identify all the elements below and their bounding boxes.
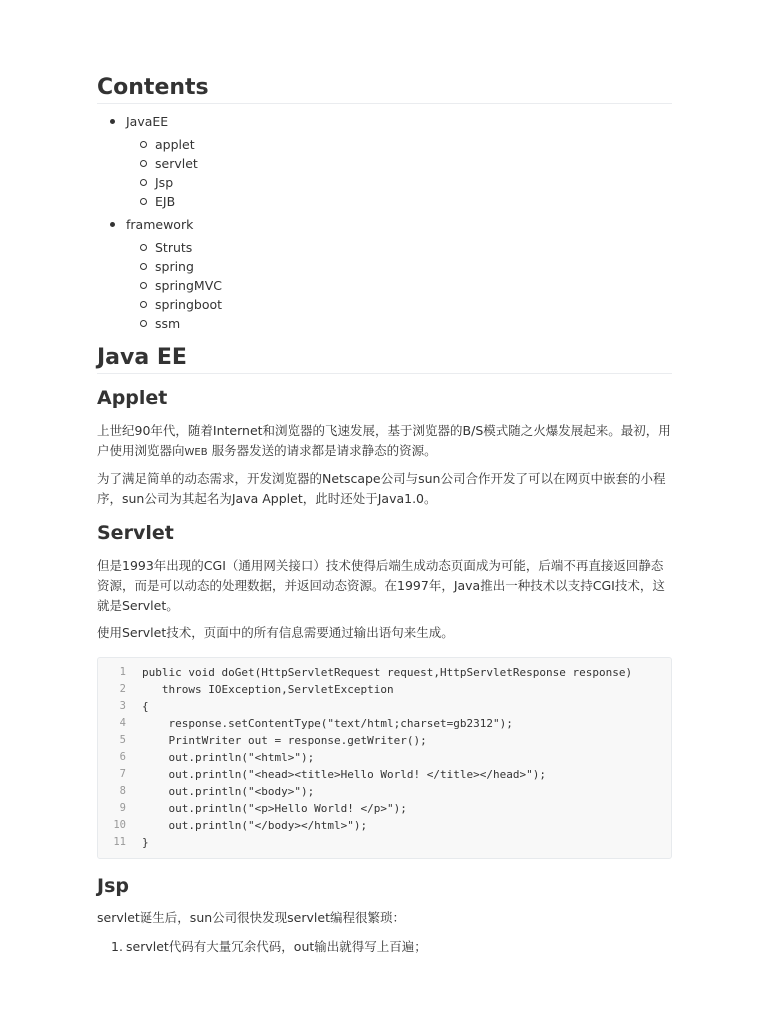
jsp-heading: Jsp — [97, 875, 129, 897]
toc-item-jsp[interactable] — [97, 173, 672, 192]
bullet-circle-icon — [140, 198, 147, 205]
toc-item-ejb[interactable] — [97, 192, 672, 211]
toc-item-label[interactable]: applet — [155, 137, 195, 152]
toc-item-framework[interactable] — [97, 215, 672, 234]
code-block[interactable] — [97, 657, 672, 859]
bullet-circle-icon — [140, 179, 147, 186]
code-line — [98, 834, 671, 851]
code-text: { — [142, 700, 149, 713]
code-line — [98, 766, 671, 783]
toc-item-label[interactable]: Struts — [155, 240, 193, 255]
bullet-circle-icon — [140, 244, 147, 251]
line-number: 4 — [119, 717, 126, 729]
line-number: 3 — [119, 700, 126, 712]
code-text: out.println("<html>"); — [142, 751, 315, 764]
text-line: 序，sun公司为其起名为Java Applet，此时还处于Java1.0。 — [97, 491, 437, 506]
toc-item-servlet[interactable] — [97, 154, 672, 173]
line-number: 2 — [119, 683, 126, 695]
text-line: 资源，而是可以动态的处理数据，并返回动态资源。在1997年，Java推出一种技术以支持CGI技术，这 — [97, 578, 665, 593]
toc-item-label[interactable]: framework — [126, 217, 194, 232]
servlet-paragraph-1 — [97, 556, 672, 616]
toc-sublist-javaee — [97, 131, 672, 215]
text-line: 服务器发送的请求都是请求静态的资源。 — [211, 443, 437, 458]
list-item: servlet代码有大量冗余代码，out输出就得写上百遍； — [126, 939, 427, 954]
code-line — [98, 715, 671, 732]
code-line — [98, 783, 671, 800]
text-line: 为了满足简单的动态需求，开发浏览器的Netscape公司与sun公司合作开发了可以在网页中嵌套的小程 — [97, 471, 666, 486]
code-text: public void doGet(HttpServletRequest request,HttpServletResponse response) — [142, 666, 633, 679]
applet-paragraph-2 — [97, 469, 672, 509]
web-term: WEB — [184, 447, 208, 458]
toc-item-label[interactable]: springboot — [155, 297, 223, 312]
bullet-circle-icon — [140, 320, 147, 327]
jsp-paragraph-1: servlet诞生后，sun公司很快发现servlet编程很繁琐： — [97, 910, 405, 925]
toc-item-javaee[interactable] — [97, 112, 672, 131]
toc-sublist-framework — [97, 234, 672, 337]
toc-item-label[interactable]: Jsp — [155, 175, 174, 190]
line-number: 11 — [113, 836, 126, 848]
code-text: out.println("<p>Hello World! </p>"); — [142, 802, 407, 815]
toc-item-applet[interactable] — [97, 135, 672, 154]
javaee-heading: Java EE — [97, 344, 672, 374]
servlet-heading: Servlet — [97, 522, 174, 544]
bullet-circle-icon — [140, 263, 147, 270]
code-line — [98, 749, 671, 766]
text-line: 上世纪90年代，随着Internet和浏览器的飞速发展，基于浏览器的B/S模式随之火爆发展起来。最初，用 — [97, 423, 671, 438]
toc-item-label[interactable]: spring — [155, 259, 194, 274]
code-line — [98, 681, 671, 698]
applet-heading: Applet — [97, 387, 168, 409]
line-number: 7 — [119, 768, 126, 780]
code-text: out.println("<head><title>Hello World! </title></head>"); — [142, 768, 546, 781]
applet-paragraph-1 — [97, 421, 672, 463]
contents-heading: Contents — [97, 74, 672, 104]
list-number: 1. — [111, 939, 123, 954]
bullet-circle-icon — [140, 301, 147, 308]
text-line: 但是1993年出现的CGI（通用网关接口）技术使得后端生成动态页面成为可能，后端不再直接返回静态 — [97, 558, 664, 573]
code-text: } — [142, 836, 149, 849]
line-number: 9 — [119, 802, 126, 814]
line-number: 5 — [119, 734, 126, 746]
code-text: throws IOException,ServletException — [142, 683, 394, 696]
code-text: out.println("<body>"); — [142, 785, 315, 798]
line-number: 1 — [119, 666, 126, 678]
toc-item-label[interactable]: servlet — [155, 156, 198, 171]
code-text: out.println("</body></html>"); — [142, 819, 368, 832]
code-line — [98, 800, 671, 817]
toc-item-label[interactable]: ssm — [155, 316, 181, 331]
toc-item-label[interactable]: JavaEE — [126, 114, 169, 129]
code-line — [98, 817, 671, 834]
code-line — [98, 698, 671, 715]
line-number: 10 — [113, 819, 126, 831]
servlet-paragraph-2: 使用Servlet技术，页面中的所有信息需要通过输出语句来生成。 — [97, 625, 454, 640]
line-number: 6 — [119, 751, 126, 763]
line-number: 8 — [119, 785, 126, 797]
code-line — [98, 664, 671, 681]
bullet-disc-icon — [110, 119, 115, 124]
toc-item-springmvc[interactable] — [97, 276, 672, 295]
bullet-disc-icon — [110, 222, 115, 227]
toc-item-label[interactable]: EJB — [155, 194, 176, 209]
table-of-contents — [97, 112, 672, 337]
toc-item-spring[interactable] — [97, 257, 672, 276]
toc-item-struts[interactable] — [97, 238, 672, 257]
code-text: PrintWriter out = response.getWriter(); — [142, 734, 427, 747]
bullet-circle-icon — [140, 141, 147, 148]
toc-item-label[interactable]: springMVC — [155, 278, 222, 293]
bullet-circle-icon — [140, 160, 147, 167]
code-text: response.setContentType("text/html;charset=gb2312"); — [142, 717, 513, 730]
toc-item-ssm[interactable] — [97, 314, 672, 333]
text-line: 户使用浏览器向 — [97, 443, 185, 458]
text-line: 就是Servlet。 — [97, 598, 179, 613]
toc-item-springboot[interactable] — [97, 295, 672, 314]
code-line — [98, 732, 671, 749]
bullet-circle-icon — [140, 282, 147, 289]
